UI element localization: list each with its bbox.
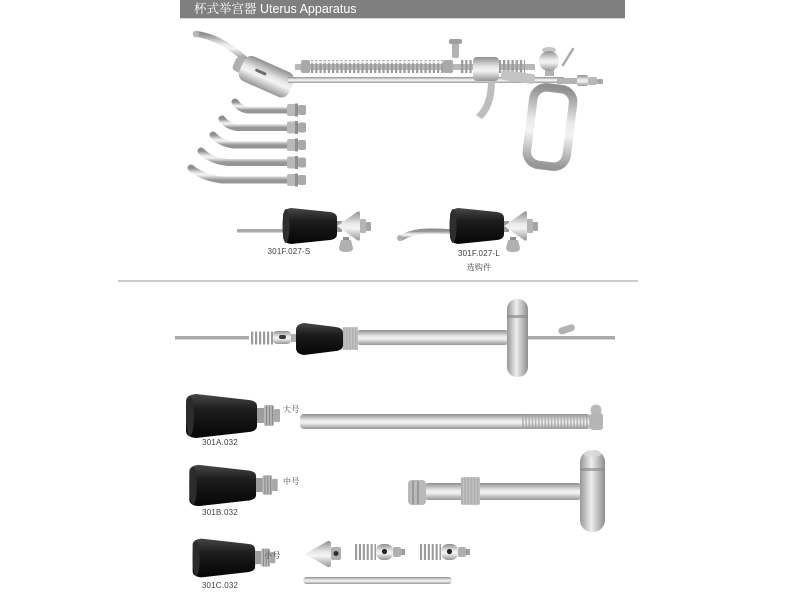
extension-rod-drawing <box>297 403 612 435</box>
cup-large-image <box>183 391 283 441</box>
cup-medium-drawing <box>186 462 281 509</box>
product-code-301c032: 301C.032 <box>201 581 239 590</box>
section-divider <box>118 280 638 282</box>
replacement-tips-drawing <box>186 98 311 193</box>
optional-accessory-note: 选购件 <box>466 263 492 272</box>
size-label-large: 大号 <box>283 405 300 414</box>
size-label-medium: 中号 <box>283 477 300 486</box>
header-bar <box>180 0 625 19</box>
assembled-manipulator-image <box>175 295 620 380</box>
t-handle-image <box>406 446 611 536</box>
t-handle-drawing <box>406 446 611 536</box>
product-code-301f027l: 301F.027-L <box>457 249 501 258</box>
size-label-small: 小号 <box>264 551 281 560</box>
cup-medium-image <box>186 462 281 509</box>
product-code-301a032: 301A.032 <box>202 438 238 447</box>
cup-large-drawing <box>183 391 283 441</box>
extension-rod-image <box>297 403 612 435</box>
assembled-manipulator-drawing <box>175 295 620 380</box>
page-title: 杯式举宫器 Uterus Apparatus <box>194 2 357 16</box>
product-code-301f027s: 301F.027-S <box>267 247 311 256</box>
small-adapters-image <box>296 536 476 592</box>
product-code-301b032: 301B.032 <box>202 508 238 517</box>
replacement-tips-image <box>186 98 311 193</box>
small-adapters-drawing <box>296 536 476 592</box>
